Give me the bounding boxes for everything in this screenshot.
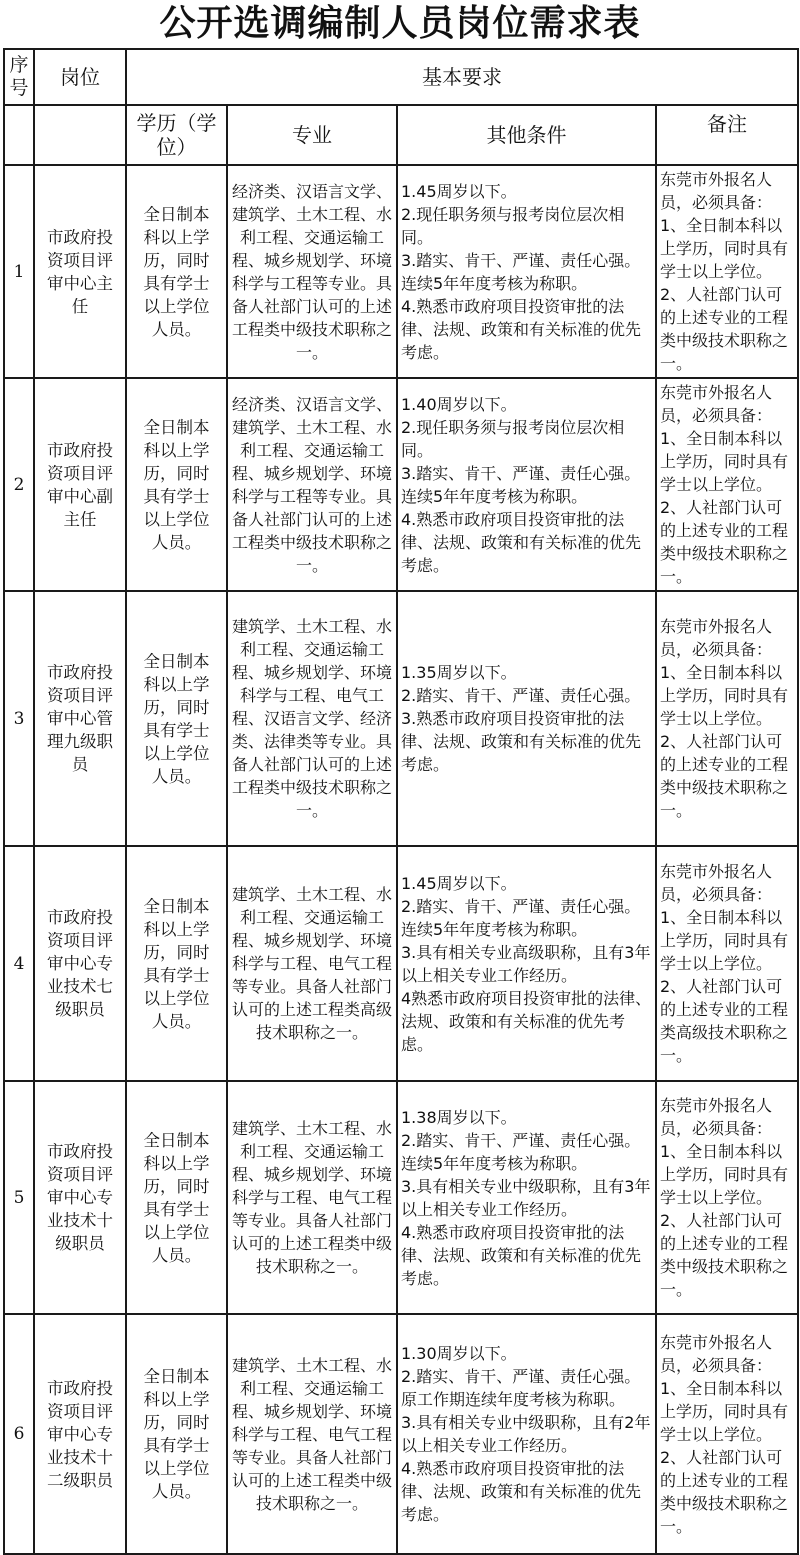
condition-item: 2.踏实、肯干、严谨、责任心强。连续5年年度考核为称职。 <box>401 1130 641 1173</box>
row-major: 建筑学、土木工程、水利工程、交通运输工程、城乡规划学、环境科学与工程、电气工程等专业。具备人社部门认可的上述工程类中级技术职称之一。 <box>227 1081 397 1314</box>
condition-item: 4.熟悉市政府项目投资审批的法律、法规、政策和有关标准的优先考虑。 <box>401 1222 642 1288</box>
header-seq: 序号 <box>4 49 34 105</box>
condition-item: 4.熟悉市政府项目投资审批的法律、法规、政策和有关标准的优先考虑。 <box>401 509 642 575</box>
row-seq: 3 <box>4 591 34 846</box>
page-title: 公开选调编制人员岗位需求表 <box>159 3 641 44</box>
row-seq: 6 <box>4 1314 34 1554</box>
condition-item: 2.踏实、肯干、严谨、责任心强。连续5年年度考核为称职。 <box>401 896 641 939</box>
condition-item: 3.具有相关专业高级职称，且有3年以上相关专业工作经历。 <box>401 942 651 985</box>
header-other-conditions: 其他条件 <box>397 105 656 165</box>
row-seq: 4 <box>4 846 34 1081</box>
table-row <box>4 378 798 591</box>
condition-item: 3.踏实、肯干、严谨、责任心强。连续5年年度考核为称职。 <box>401 463 641 506</box>
row-education: 全日制本科以上学历，同时具有学士以上学位人员。 <box>126 165 227 378</box>
row-major: 建筑学、土木工程、水利工程、交通运输工程、城乡规划学、环境科学与工程、电气工程、汉语言文学、经济类、法律类等专业。具备人社部门认可的上述工程类中级技术职称之一。 <box>227 591 397 846</box>
table-row <box>4 846 798 1081</box>
row-seq: 2 <box>4 378 34 591</box>
row-remarks: 东莞市外报名人员，必须具备：1、全日制本科以上学历，同时具有学士以上学位。2、人社部门认可的上述专业的工程类中级技术职称之一。 <box>656 1314 798 1554</box>
condition-item: 1.35周岁以下。 <box>401 663 517 682</box>
condition-item: 2.现任职务须与报考岗位层次相同。 <box>401 204 625 247</box>
row-other-conditions <box>397 378 656 591</box>
row-remarks: 东莞市外报名人员，必须具备：1、全日制本科以上学历，同时具有学士以上学位。2、人社部门认可的上述专业的工程类中级技术职称之一。 <box>656 591 798 846</box>
header-education: 学历（学位） <box>126 105 227 165</box>
header-row-2 <box>4 105 798 165</box>
row-major: 建筑学、土木工程、水利工程、交通运输工程、城乡规划学、环境科学与工程、电气工程等专业。具备人社部门认可的上述工程类高级技术职称之一。 <box>227 846 397 1081</box>
condition-item: 3.具有相关专业中级职称，且有2年以上相关专业工作经历。 <box>401 1413 651 1455</box>
row-post: 市政府投资项目评审中心专业技术十二级职员 <box>34 1314 126 1554</box>
condition-item: 4.熟悉市政府项目投资审批的法律、法规、政策和有关标准的优先考虑。 <box>401 296 642 362</box>
condition-item: 1.38周岁以下。 <box>401 1107 517 1127</box>
row-post: 市政府投资项目评审中心主任 <box>34 165 126 378</box>
condition-item: 4熟悉市政府项目投资审批的法律、法规、政策和有关标准的优先考虑。 <box>401 988 652 1054</box>
condition-item: 4.熟悉市政府项目投资审批的法律、法规、政策和有关标准的优先考虑。 <box>401 1459 642 1524</box>
row-post: 市政府投资项目评审中心专业技术七级职员 <box>34 846 126 1081</box>
row-post: 市政府投资项目评审中心管理九级职员 <box>34 591 126 846</box>
job-requirements-table <box>3 48 799 1555</box>
condition-item: 1.45周岁以下。 <box>401 181 517 201</box>
row-other-conditions <box>397 591 656 846</box>
row-other-conditions <box>397 1314 656 1554</box>
condition-item: 3.踏实、肯干、严谨、责任心强。连续5年年度考核为称职。 <box>401 250 641 293</box>
table-row <box>4 165 798 378</box>
row-education: 全日制本科以上学历，同时具有学士以上学位人员。 <box>126 378 227 591</box>
header-remarks: 备注 <box>656 105 798 165</box>
row-other-conditions <box>397 1081 656 1314</box>
row-remarks: 东莞市外报名人员，必须具备：1、全日制本科以上学历，同时具有学士以上学位。2、人社部门认可的上述专业的工程类中级技术职称之一。 <box>656 378 798 591</box>
header-empty-cell <box>4 105 34 165</box>
header-empty-cell <box>34 105 126 165</box>
row-seq: 5 <box>4 1081 34 1314</box>
header-basic-requirements: 基本要求 <box>126 49 798 105</box>
row-major: 经济类、汉语言文学、建筑学、土木工程、水利工程、交通运输工程、城乡规划学、环境科学与工程等专业。具备人社部门认可的上述工程类中级技术职称之一。 <box>227 165 397 378</box>
row-remarks: 东莞市外报名人员，必须具备：1、全日制本科以上学历，同时具有学士以上学位。2、人社部门认可的上述专业的工程类中级技术职称之一。 <box>656 1081 798 1314</box>
row-other-conditions <box>397 165 656 378</box>
header-row-1 <box>4 49 798 105</box>
row-education: 全日制本科以上学历，同时具有学士以上学位人员。 <box>126 591 227 846</box>
condition-item: 1.30周岁以下。 <box>401 1344 517 1363</box>
condition-item: 2.踏实、肯干、严谨、责任心强。原工作期连续年度考核为称职。 <box>401 1367 641 1409</box>
row-major: 建筑学、土木工程、水利工程、交通运输工程、城乡规划学、环境科学与工程、电气工程等专业。具备人社部门认可的上述工程类中级技术职称之一。 <box>227 1314 397 1554</box>
row-education: 全日制本科以上学历，同时具有学士以上学位人员。 <box>126 846 227 1081</box>
condition-item: 2.踏实、肯干、严谨、责任心强。 <box>401 686 641 705</box>
condition-item: 2.现任职务须与报考岗位层次相同。 <box>401 417 625 460</box>
header-post: 岗位 <box>34 49 126 105</box>
condition-item: 1.40周岁以下。 <box>401 394 517 414</box>
table-row <box>4 1314 798 1554</box>
header-major: 专业 <box>227 105 397 165</box>
row-education: 全日制本科以上学历，同时具有学士以上学位人员。 <box>126 1314 227 1554</box>
row-post: 市政府投资项目评审中心专业技术十级职员 <box>34 1081 126 1314</box>
row-post: 市政府投资项目评审中心副主任 <box>34 378 126 591</box>
row-seq: 1 <box>4 165 34 378</box>
row-major: 经济类、汉语言文学、建筑学、土木工程、水利工程、交通运输工程、城乡规划学、环境科学与工程等专业。具备人社部门认可的上述工程类中级技术职称之一。 <box>227 378 397 591</box>
condition-item: 3.具有相关专业中级职称，且有3年以上相关专业工作经历。 <box>401 1176 651 1219</box>
table-row <box>4 591 798 846</box>
condition-item: 1.45周岁以下。 <box>401 873 517 893</box>
condition-item: 3.熟悉市政府项目投资审批的法律、法规、政策和有关标准的优先考虑。 <box>401 709 642 774</box>
row-remarks: 东莞市外报名人员，必须具备：1、全日制本科以上学历，同时具有学士以上学位。2、人社部门认可的上述专业的工程类高级技术职称之一。 <box>656 846 798 1081</box>
row-remarks: 东莞市外报名人员，必须具备：1、全日制本科以上学历，同时具有学士以上学位。2、人社部门认可的上述专业的工程类中级技术职称之一。 <box>656 165 798 378</box>
row-education: 全日制本科以上学历，同时具有学士以上学位人员。 <box>126 1081 227 1314</box>
row-other-conditions <box>397 846 656 1081</box>
table-row <box>4 1081 798 1314</box>
